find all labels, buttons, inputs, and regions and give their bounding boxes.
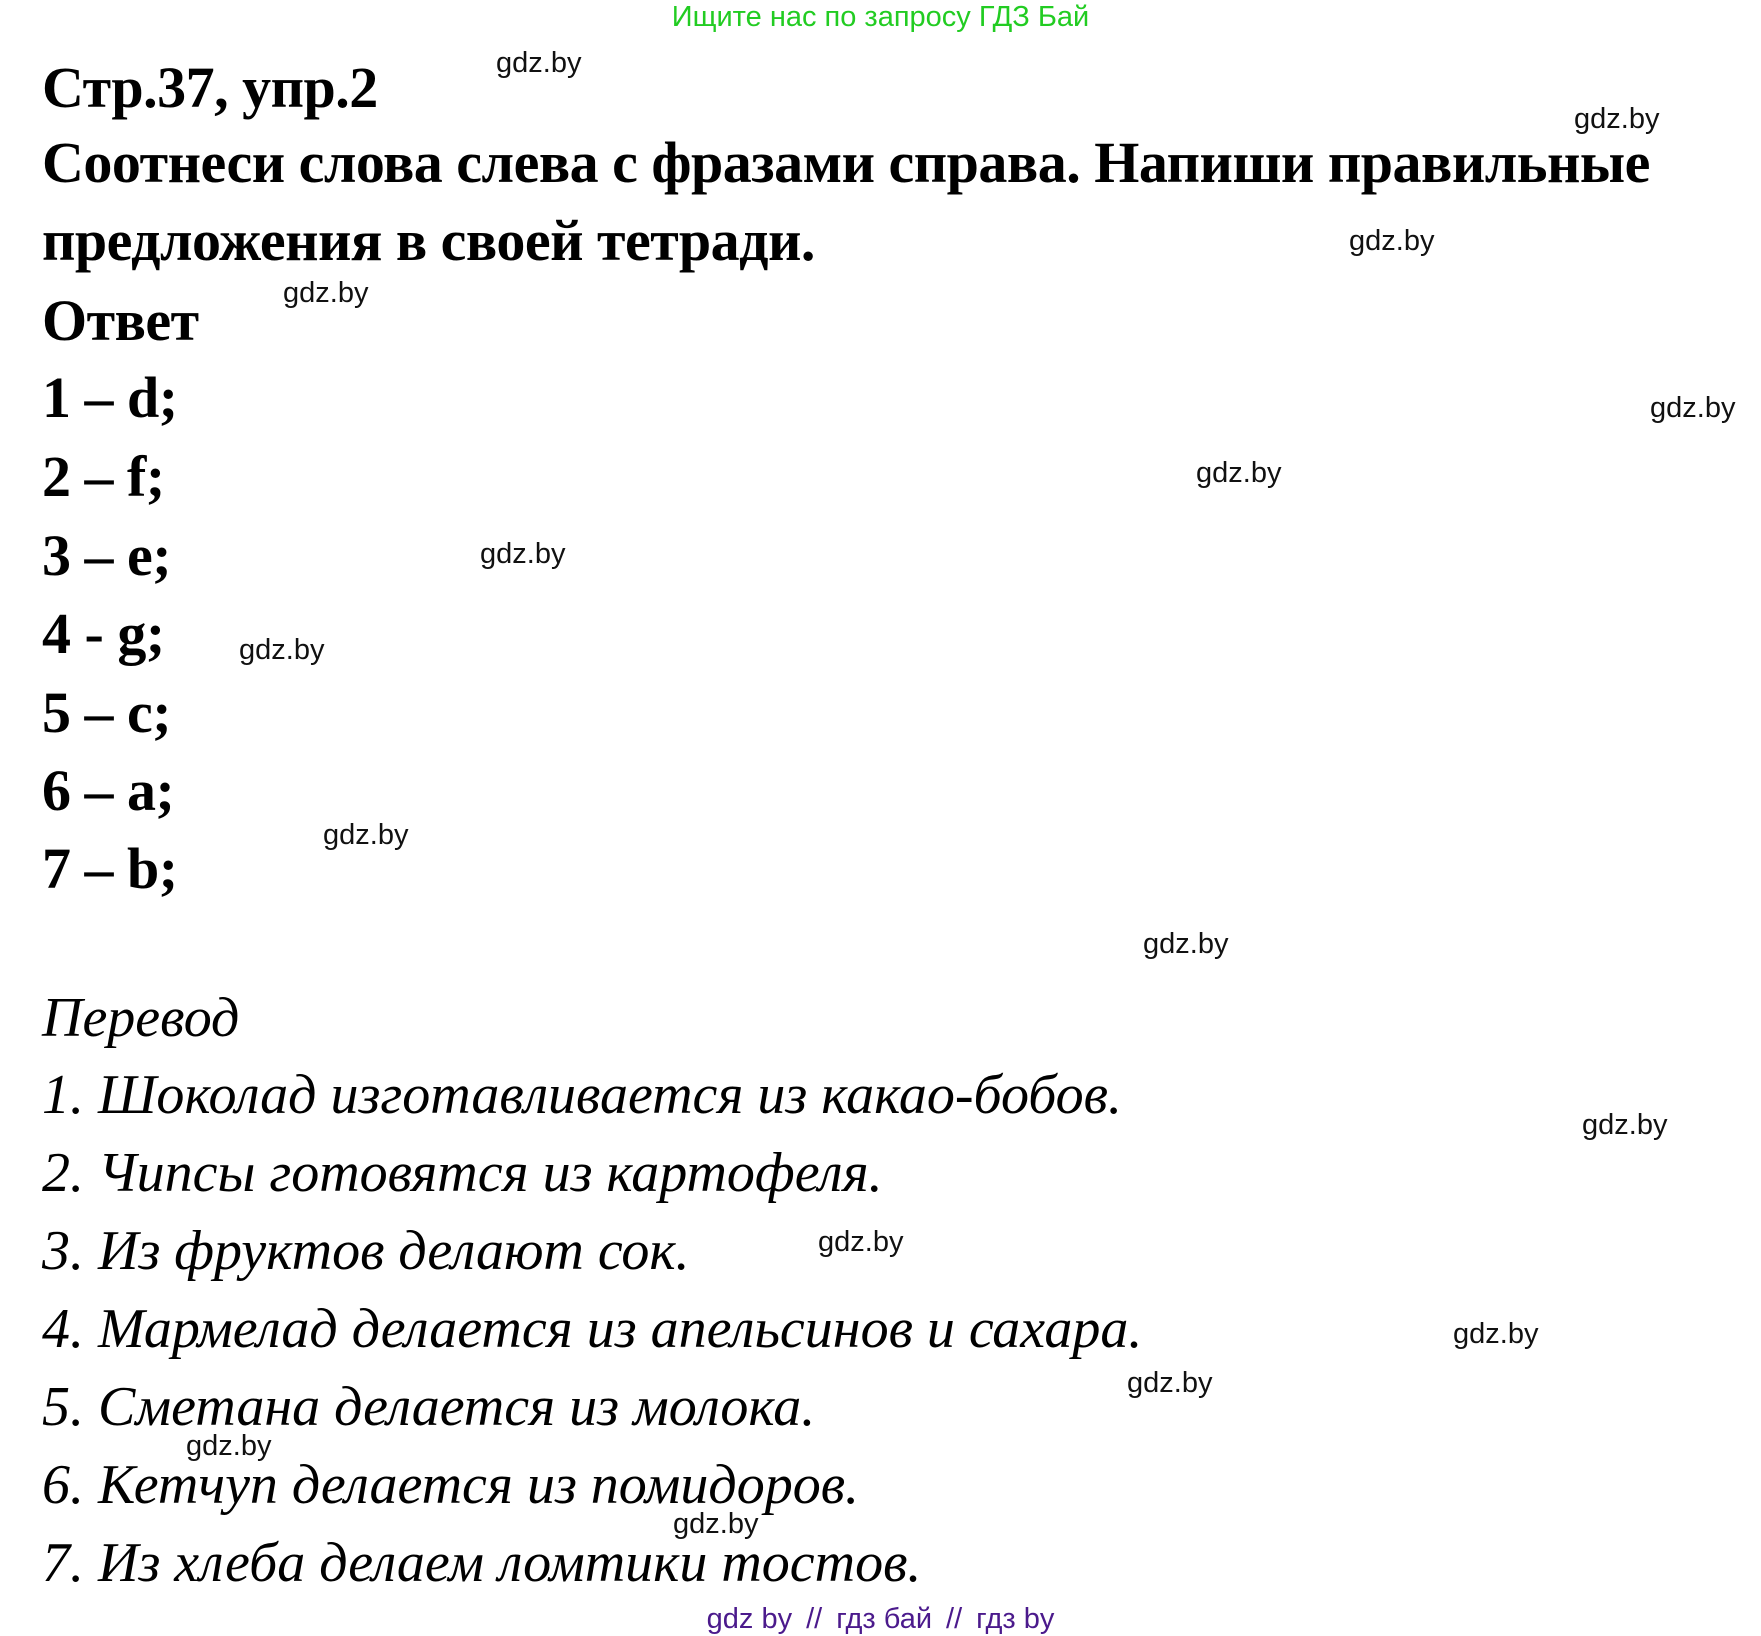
translation-item: 4. Мармелад делается из апельсинов и сахара. (42, 1298, 1143, 1360)
watermark: gdz.by (1453, 1318, 1539, 1350)
translation-item: 6. Кетчуп делается из помидоров. (42, 1454, 860, 1516)
watermark: gdz.by (1650, 392, 1736, 424)
task-text-line-1: Соотнеси слова слева с фразами справа. Напиши правильные (42, 130, 1650, 195)
watermark: gdz.by (496, 47, 582, 79)
watermark: gdz.by (283, 277, 369, 309)
translation-item: 1. Шоколад изготавливается из какао-бобов. (42, 1064, 1122, 1126)
answer-item: 5 – c; (42, 680, 172, 745)
answer-item: 3 – e; (42, 523, 172, 588)
watermark: gdz.by (1574, 103, 1660, 135)
watermark: gdz.by (673, 1508, 759, 1540)
footer-links (0, 1602, 1761, 1636)
answer-item: 4 - g; (42, 601, 165, 666)
footer-separator: // (946, 1603, 963, 1635)
footer-link-gdz-bai[interactable]: гдз бай (836, 1603, 933, 1635)
watermark: gdz.by (323, 819, 409, 851)
translation-item: 2. Чипсы готовятся из картофеля. (42, 1142, 883, 1204)
watermark: gdz.by (818, 1226, 904, 1258)
translation-heading: Перевод (42, 987, 240, 1049)
watermark: gdz.by (1143, 928, 1229, 960)
task-text-line-2: предложения в своей тетради. (42, 208, 815, 273)
footer-link-gdz-by[interactable]: gdz by (706, 1603, 793, 1635)
watermark: gdz.by (186, 1430, 272, 1462)
answer-item: 1 – d; (42, 365, 178, 430)
watermark: gdz.by (1349, 225, 1435, 257)
watermark: gdz.by (1127, 1367, 1213, 1399)
watermark: gdz.by (1196, 457, 1282, 489)
search-hint-banner: Ищите нас по запросу ГДЗ Бай (671, 1, 1090, 33)
watermark: gdz.by (480, 538, 566, 570)
answer-item: 7 – b; (42, 836, 178, 901)
page-title: Стр.37, упр.2 (42, 55, 378, 120)
answer-heading: Ответ (42, 288, 199, 353)
answer-item: 6 – a; (42, 758, 175, 823)
translation-item: 3. Из фруктов делают сок. (42, 1220, 690, 1282)
translation-item: 7. Из хлеба делаем ломтики тостов. (42, 1532, 922, 1594)
footer-separator: // (806, 1603, 823, 1635)
translation-item: 5. Сметана делается из молока. (42, 1376, 816, 1438)
answer-item: 2 – f; (42, 444, 165, 509)
watermark: gdz.by (239, 634, 325, 666)
footer-link-gdz-by-cyr[interactable]: гдз by (976, 1603, 1055, 1635)
watermark: gdz.by (1582, 1109, 1668, 1141)
